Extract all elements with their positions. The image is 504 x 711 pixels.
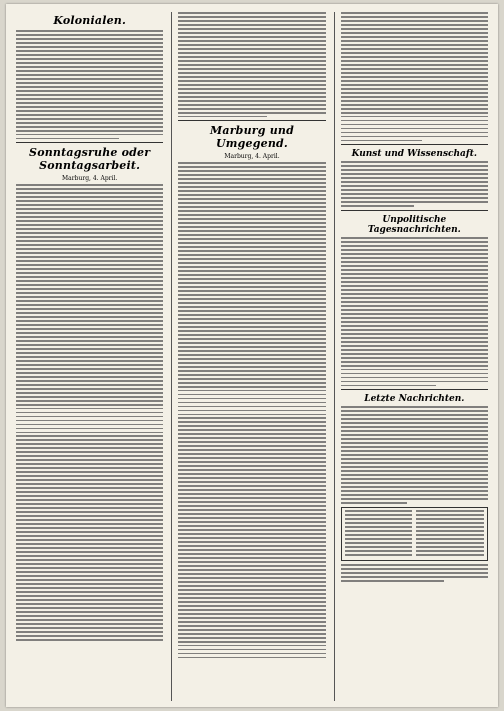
article-body-kolonialen xyxy=(16,30,163,139)
column-2 xyxy=(171,12,325,701)
divider xyxy=(341,210,488,211)
section-heading-sonntagsruhe: Sonntagsruhe oder Sonntagsarbeit. xyxy=(29,146,151,173)
market-table-box xyxy=(341,507,488,561)
market-table xyxy=(345,510,484,558)
section-heading-kunst: Kunst und Wissenschaft. xyxy=(351,149,478,160)
section-heading-marburg: Marburg und Umgegend. xyxy=(209,124,294,151)
divider xyxy=(16,142,163,143)
article-body-top xyxy=(178,12,325,117)
columns xyxy=(16,12,488,701)
divider xyxy=(178,120,325,121)
dateline: Marburg, 4. April. xyxy=(224,153,280,161)
column-1 xyxy=(16,12,163,701)
section-heading-letzte: Letzte Nachrichten. xyxy=(364,394,465,405)
article-body-bottom xyxy=(341,564,488,582)
section-heading-kolonialen: Kolonialen. xyxy=(53,14,126,27)
article-body-unpolitische xyxy=(341,237,488,386)
dateline: Marburg, 4. April. xyxy=(62,175,118,183)
column-3 xyxy=(334,12,488,701)
newspaper-page xyxy=(6,4,498,707)
section-heading-unpolitische: Unpolitische Tagesnachrichten. xyxy=(367,215,461,236)
article-body-kunst xyxy=(341,161,488,207)
article-body-marburg xyxy=(178,162,325,658)
divider xyxy=(341,389,488,390)
article-body-sonntagsruhe xyxy=(16,184,163,640)
article-body-letzte xyxy=(341,406,488,504)
divider xyxy=(341,144,488,145)
article-body-top xyxy=(341,12,488,141)
